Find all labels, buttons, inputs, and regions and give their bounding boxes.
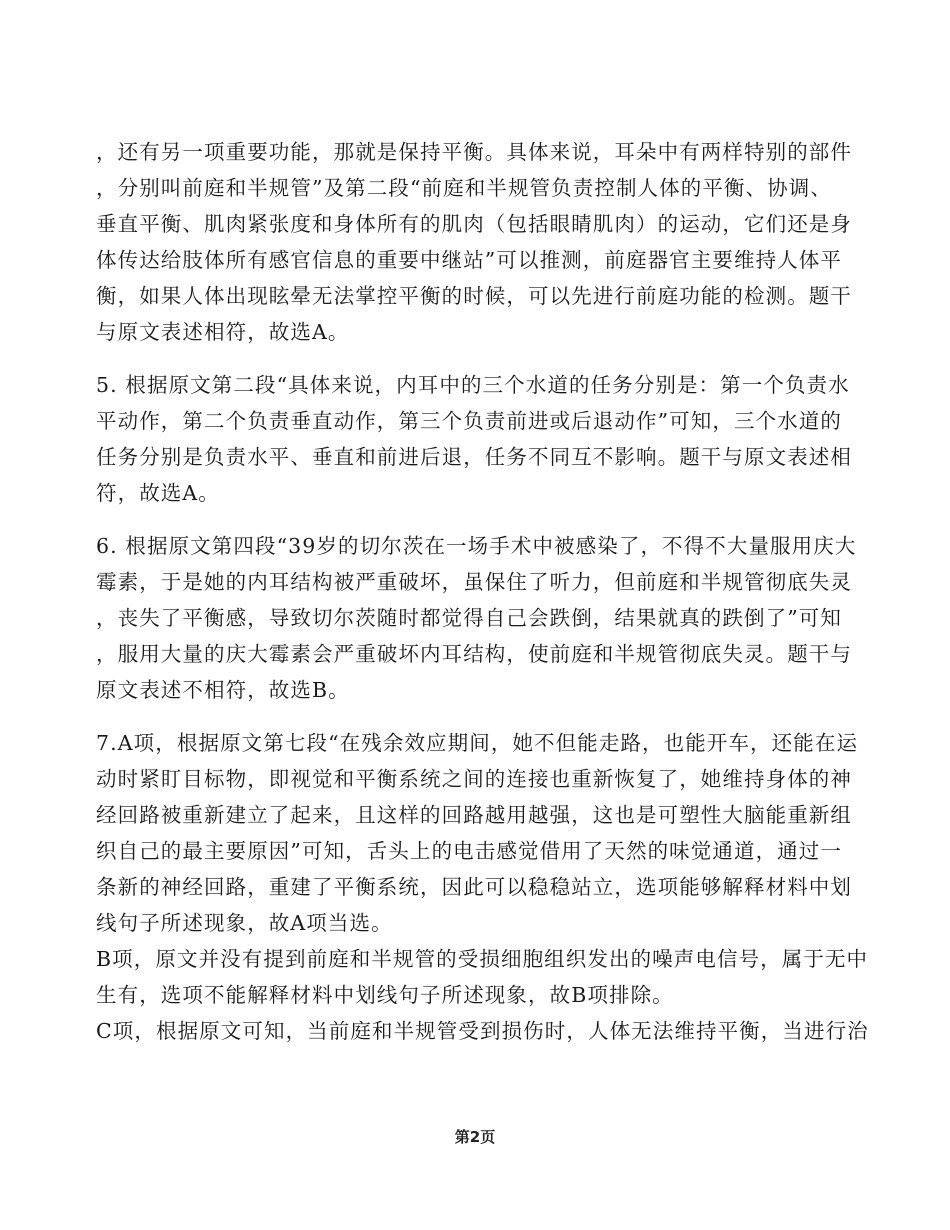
paragraph-answer-7 [96, 725, 876, 1049]
text-line: ，还有另一项重要功能，那就是保持平衡。具体来说，耳朵中有两样特别的部件 [96, 140, 852, 164]
text-line: 线句子所述现象，故A项当选。 [96, 911, 393, 935]
text-line: 霉素，于是她的内耳结构被严重破坏，虽保住了听力，但前庭和半规管彻底失灵 [96, 570, 852, 594]
text-line: 符，故选A。 [96, 481, 220, 505]
text-line: C项，根据原文可知，当前庭和半规管受到损伤时，人体无法维持平衡，当进行治 [96, 1019, 869, 1043]
text-line: 与原文表述相符，故选A。 [96, 320, 350, 344]
text-line: 体传达给肢体所有感官信息的重要中继站”可以推测，前庭器官主要维持人体平 [96, 248, 842, 272]
text-line: 织自己的最主要原因”可知，舌头上的电击感觉借用了天然的味觉通道，通过一 [96, 839, 842, 863]
page-number: 第2页 [454, 1128, 496, 1146]
text-line: 经回路被重新建立了起来，且这样的回路越用越强，这也是可塑性大脑能重新组 [96, 803, 852, 827]
text-line: 任务分别是负责水平、垂直和前进后退，任务不同互不影响。题干与原文表述相 [96, 445, 852, 469]
text-line: 6. 根据原文第四段“39岁的切尔茨在一场手术中被感染了，不得不大量服用庆大 [96, 534, 857, 558]
text-line: ，丧失了平衡感，导致切尔茨随时都觉得自己会跌倒，结果就真的跌倒了”可知 [96, 606, 842, 630]
text-line: ，分别叫前庭和半规管”及第二段“前庭和半规管负责控制人体的平衡、协调、 [96, 176, 832, 200]
text-line: 垂直平衡、肌肉紧张度和身体所有的肌肉（包括眼睛肌肉）的运动，它们还是身 [96, 212, 852, 236]
text-line: 5. 根据原文第二段“具体来说，内耳中的三个水道的任务分别是：第一个负责水 [96, 373, 850, 397]
paragraph-gap [96, 350, 876, 367]
text-line: 7.A项，根据原文第七段“在残余效应期间，她不但能走路，也能开车，还能在运 [96, 731, 859, 755]
document-body [96, 134, 876, 1049]
text-line: ，服用大量的庆大霉素会严重破坏内耳结构，使前庭和半规管彻底失灵。题干与 [96, 642, 852, 666]
text-line: 条新的神经回路，重建了平衡系统，因此可以稳稳站立，选项能够解释材料中划 [96, 875, 852, 899]
paragraph-answer-6 [96, 528, 876, 708]
text-line: 生有，选项不能解释材料中划线句子所述现象，故B项排除。 [96, 983, 674, 1007]
paragraph-gap [96, 511, 876, 528]
text-line: B项，原文并没有提到前庭和半规管的受损细胞组织发出的噪声电信号，属于无中 [96, 947, 869, 971]
text-line: 平动作，第二个负责垂直动作，第三个负责前进或后退动作”可知，三个水道的 [96, 409, 842, 433]
text-line: 原文表述不相符，故选B。 [96, 678, 350, 702]
text-line: 衡，如果人体出现眩晕无法掌控平衡的时候，可以先进行前庭功能的检测。题干 [96, 284, 852, 308]
paragraph-gap [96, 708, 876, 725]
paragraph-answer-5 [96, 367, 876, 511]
text-line: 动时紧盯目标物，即视觉和平衡系统之间的连接也重新恢复了，她维持身体的神 [96, 767, 852, 791]
paragraph-answer-4-continued [96, 134, 876, 350]
